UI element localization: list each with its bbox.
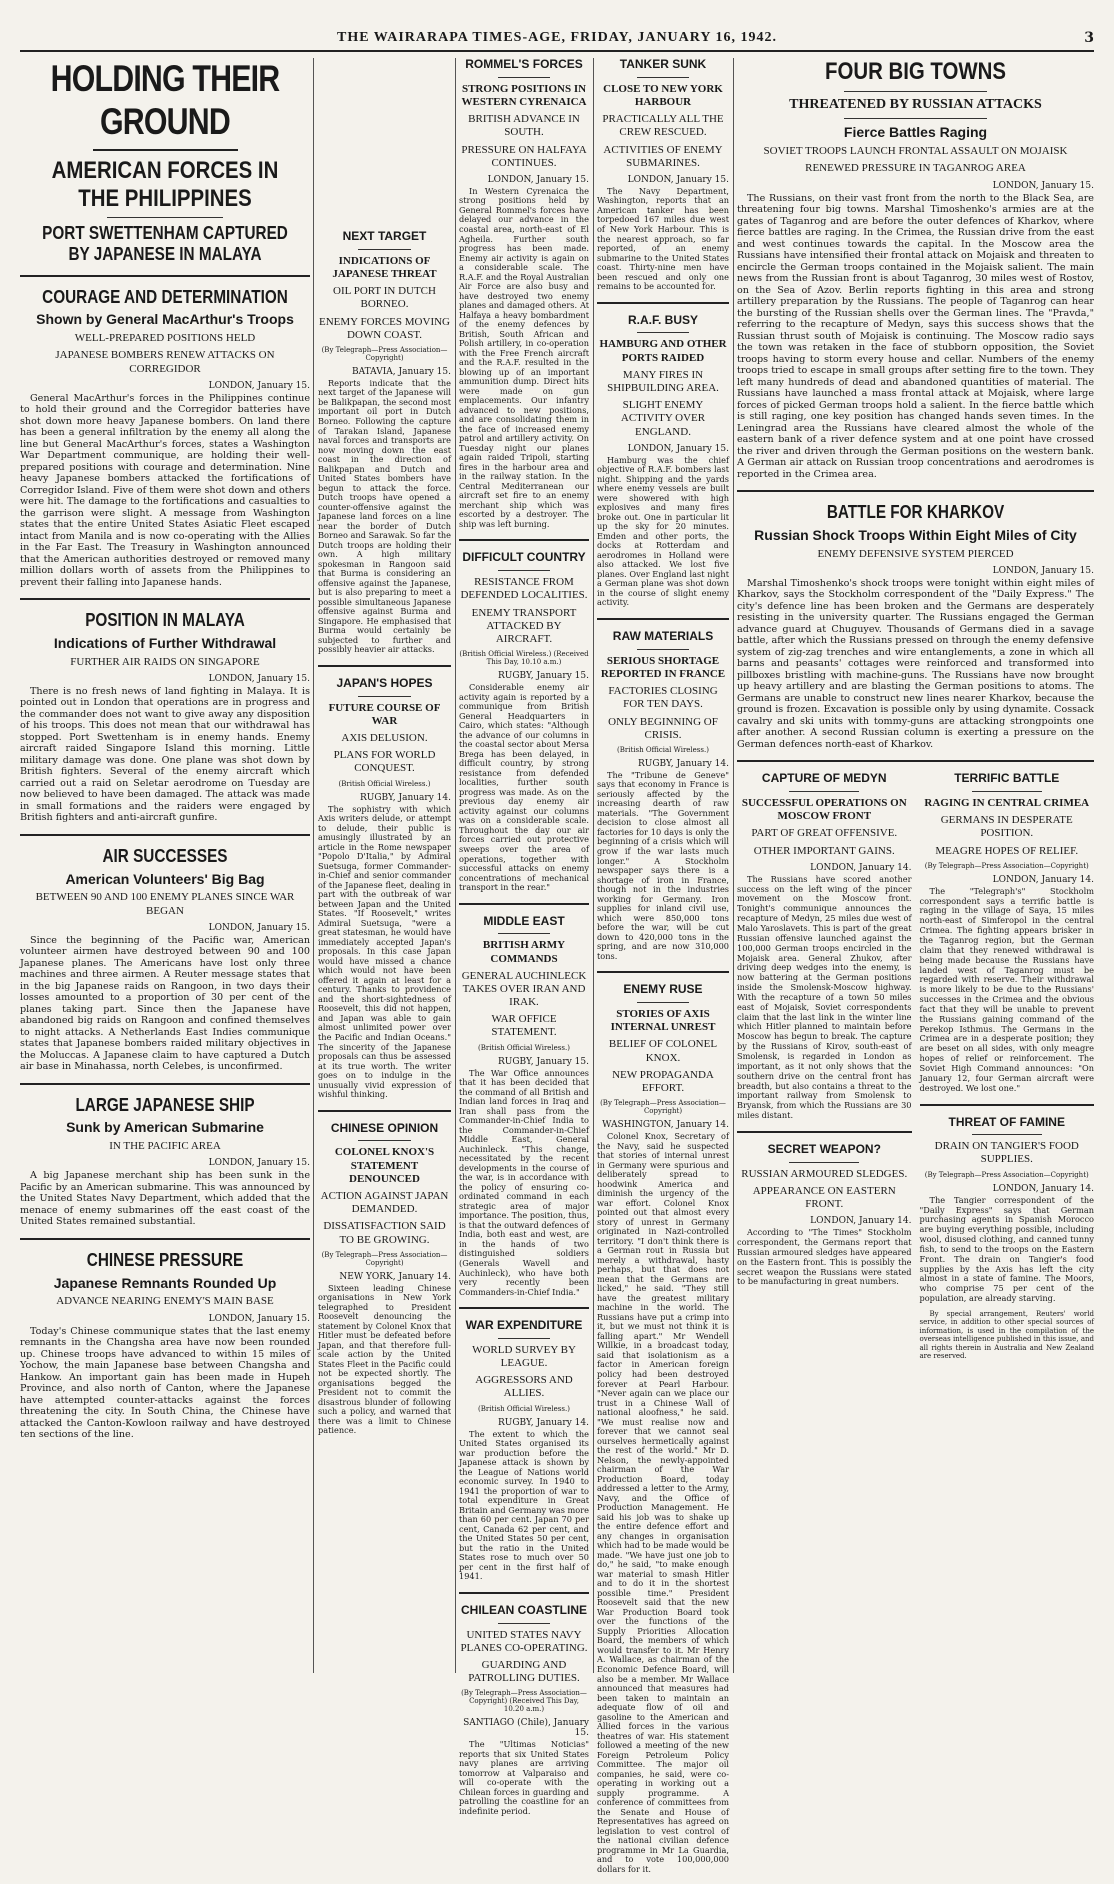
divider [107,217,223,218]
article-body: In Western Cyrenaica the strong positions held by General Rommel's forces have delayed our advance in the coastal area, north-east of El Agheila. Further south progress has been made. Enemy air activity is again on a considerable scale. The R.A.F. and the Royal Australian Air Force are also busy and have destroyed two enemy planes and damaged others. At Halfaya a heavy bombardment of the enemy defences by British, South African and Polish artillery, in co-operation with the Free French aircraft and the R.A.F. resulted in the blowing up of an important ammunition dump. Direct hits were made on gun emplacements. Our infantry advanced to new positions, and are consolidating them in the face of increased enemy patrol and artillery activity. On Tuesday night our planes again raided Tripoli, starting fires in the harbour area and in the railway station. In the Central Mediterranean our aircraft set fire to an enemy merchant ship which was escorted by a destroyer. The ship was left burning. [459,185,589,529]
article-threat-famine [920,1116,1095,1361]
article-chinese-opinion [318,1122,451,1436]
divider [498,933,550,934]
article-courage [20,287,310,589]
article-subhead: AXIS DELUSION. [341,732,428,745]
article-subhead: American Volunteers' Big Bag [65,870,265,887]
divider [637,649,690,650]
article-subhead: RENEWED PRESSURE IN TAGANROG AREA [805,162,1026,175]
divider [459,1592,589,1594]
article-body: The "Tribune de Geneve" says that economy in France is seriously affected by the increasing dearth of raw materials. "The Government decision to close almost all factories for 10 days is only the beginning of a crisis which will grow if the war lasts much longer." A Stockholm newspaper says there is a shortage of iron in France, though not in the industries working for Germany. Iron supplies for inland civil use, which were 850,000 tons before the war, will be cut down to 420,000 tons in the spring, and are now 310,000 tons. [597,769,729,961]
article-subhead: PRESSURE ON HALFAYA CONTINUES. [461,143,587,169]
article-subhead: GUARDING AND PATROLLING DUTIES. [468,1659,580,1685]
article-body: The "Ultimas Noticias" reports that six United States navy planes are arriving tomorrow at Valparaiso and will co-operate with the Chilean forces in guarding and patrolling the coastline for an indefinite period. [459,1739,589,1816]
dateline: LONDON, January 15. [627,174,729,185]
article-subhead: PLANS FOR WORLD CONQUEST. [333,749,436,775]
article-four-big-towns [737,58,1094,480]
divider [972,1134,1042,1135]
divider [20,1083,310,1085]
article-body: Colonel Knox, Secretary of the Navy, said he suspected that stories of internal unrest in Germany were spurious and deliberately spread to hoodwink America and diminish the urgency of the war effort. Colonel Knox pointed out that almost every story of unrest in Germany originated in Nazi-controlled territory. "I don't think there is a German rout in Russia but merely a withdrawal, hasty perhaps, but that does not mean that the Germans are licked," he said. "They still have the greatest military machine in the world. The Russians have put a crimp into it, but we must not think it is falling apart." Mr Wendell Willkie, in a broadcast today, said that isolationism as a factor in American foreign policy had been destroyed forever at Pearl Harbour. "Never again can we place our trust in a Chinese Wall of national aloofness," he said. "We must realise now and forever that we cannot seal ourselves hermetically against the rest of the world." Mr D. Nelson, the newly-appointed chairman of the War Production Board, today addressed a letter to the Army, Navy, and the Office of Production Management. He said his job was to shake up the entire defence effort and any changes in organisation which had to be made would be made. "We have just one job to do," he said, "to make enough war material to smash Hitler and to do it in the shortest possible time." President Roosevelt said that the new War Production Board took over the functions of the Supply Priorities Allocation Board, the members of which would transfer to it. Mr Henry A. Wallace, as chairman of the Economic Defence Board, will also be a member. Mr Wallace announced that measures had been taken to maintain an adequate flow of oil and gasoline to the American and Allied forces in the various theatres of war. His statement followed a meeting of the new Foreign Petroleum Policy Committee. The major oil companies, he said, were co-operating in working out a supply programme. A conference of committees from the Senate and House of Representatives has agreed on legislation to vest control of the national civilian defence programme in Mr La Guardia, and to vote 100,000,000 dollars for it. [597,1131,729,1874]
article-japans-hopes [318,677,451,1100]
column-rule [593,58,594,1673]
column-4 [597,58,729,1884]
article-capture-medyn [737,772,912,1121]
article-subhead: PRACTICALLY ALL THE CREW RESCUED. [602,113,724,139]
article-subhead: PART OF GREAT OFFENSIVE. [751,827,898,840]
article-subhead: Fierce Battles Raging [843,124,988,141]
article-headline: ROMMEL'S FORCES [465,57,583,71]
wire-credit: (British Official Wireless.) [478,1043,570,1052]
article-subhead: GERMANS IN DESPERATE POSITION. [940,814,1073,840]
divider [737,1131,912,1133]
dateline: LONDON, January 15. [208,1313,310,1324]
column-1 [20,58,310,1451]
article-headline: CHINESE PRESSURE [86,1249,244,1270]
article-subhead: WELL-PREPARED POSITIONS HELD [74,332,256,345]
article-body: General MacArthur's forces in the Philippines continue to hold their ground and the Corregidor batteries have shot down more heavy Japanese bombers. On land there has been a general infiltration by the enemy all along the line but General MacArthur's forces, states a Washington War Department communique, are holding their well-prepared positions with courage and determination. Nine heavy Japanese bombers attacked the fortifications of Corregidor Island. Five of them were shot down and others were hit. The damage to the fortifications and casualties to the garrison were slight. A message from Washington states that the entire United States Asiatic Fleet escaped intact from Manila and is now co-operating with the Allies in the Far East. The Treasury in Washington announced that the American authorities destroyed or removed many million dollars worth of assets from the Philippines to prevent their falling into Japanese hands. [20,392,310,588]
wire-credit: (By Telegraph—Press Association—Copyright) [600,1099,726,1116]
article-subhead: FURTHER AIR RAIDS ON SINGAPORE [70,655,260,668]
article-subhead: MEAGRE HOPES OF RELIEF. [935,844,1079,857]
article-subhead: MANY FIRES IN SHIPBUILDING AREA. [607,368,719,394]
article-subhead: BRITISH ADVANCE IN SOUTH. [468,113,580,139]
article-body: The sophistry with which Axis writers delude, or attempt to delude, their public is amusingly illustrated by an article in the Rome newspaper "Popolo D'Italia," by Admiral Suetsuga, former Commander-in-Chief and senior commander of the Japanese fleet, dealing in part with the outbreak of war between Japan and the United States. "If Roosevelt," writes Admiral Suetsuga, "were a great statesman, he would have immediately accepted Japan's proposals. In this case Japan would have missed a chance which would not have been offered it again at least for a century. Thanks to providence and the short-sightedness of Roosevelt, this did not happen, and Japan was able to gain almost unlimited power over the Pacific and Indian Oceans." The sincerity of the Japanese proposals can thus be assessed at its true worth. The writer goes on to indulge in the unusually vivid expression of wishful thinking. [318,803,451,1100]
divider [93,149,238,151]
article-headline: TANKER SUNK [619,57,707,71]
article-subhead: DISSATISFACTION SAID TO BE GROWING. [323,1220,446,1246]
article-subhead: APPEARANCE ON EASTERN FRONT. [752,1184,896,1211]
article-subhead: OTHER IMPORTANT GAINS. [753,844,895,857]
article-headline: WAR EXPENDITURE [465,1318,583,1333]
divider [597,302,729,304]
article-body: The Russians have scored another success on the left wing of the pincer movement on the Moscow front. Tonight's communique announces the recapture of Medyn, 25 miles due west of Malo Yaroslavets. This is part of the great Russian offensive launched against the 100,000 German troops encircled in the Mojaisk area. General Zhukov, after driving deep wedges into the enemy, is now battering at the German positions inside the Smolensk-Moscow highway. With the recapture of a town 50 miles east of Mojaisk, Soviet correspondents claim that the last link in the winter line which Hitler planned to maintain before Moscow has begun to break. The capture by the Russians of Kirov, south-east of Smolensk, is regarded in London as important, as it not only shows that the southern drive on the central front has breadth, but also contains a threat to the important railway from Smolensk to Bryansk, from which the Russians are 30 miles distant. [737,873,912,1121]
dateline: LONDON, January 15. [487,174,589,185]
article-body: The Navy Department, Washington, reports that an American tanker has been torpedoed 167 miles due west of New York Harbour. This is the nearest approach, so far reported, of an enemy submarine to the United States coast. Thirty-nine men have been rescued and only one remains to be accounted for. [597,185,729,292]
divider [459,539,589,541]
article-headline: FOUR BIG TOWNS [825,58,1006,85]
article-body: The Tangier correspondent of the "Daily Express" says that German purchasing agents in Spanish Morocco are buying everything possible, including wool, disused clothing, and canned tunny fish, to send to the troops on the Eastern Front. The drain on Tangier's food supplies by the Axis has left the city almost in a state of famine. The Moors, who comprise 75 per cent of the population, are already starving. [919,1194,1094,1304]
article-headline: CAPTURE OF MEDYN [761,771,887,786]
divider [789,791,859,792]
article-subhead: ACTION AGAINST JAPAN DEMANDED. [320,1189,449,1216]
divider [498,570,550,571]
column-rule [733,58,734,1673]
divider [737,760,1094,762]
article-headline: BATTLE FOR KHARKOV [826,502,1005,523]
article-body: Considerable enemy air activity again is reported by a communique from British General Headquarters in Cairo, which states: "Although the advance of our columns in the coastal sector about Mersa Brega has been delayed, in difficult country, by strong resistance from defended localities, further south progress was made. As on the previous day enemy air activity against our columns was on a considerable scale. Throughout the day our air forces carried out protective sweeps over the area of operations, together with successful attacks on enemy concentrations of mechanical transport in the rear." [459,682,589,893]
article-headline: CHINESE OPINION [330,1120,439,1135]
subcolumn-left [737,772,912,1370]
divider [318,1110,451,1112]
article-battle-kharkov [737,502,1094,750]
column-5 [737,58,1094,1370]
article-chilean-coastline [459,1604,589,1817]
dateline: LONDON, January 15. [208,922,310,933]
article-subhead: HAMBURG AND OTHER PORTS RAIDED [599,338,727,364]
dateline: RUGBY, January 15. [497,1056,589,1067]
two-column-block [737,772,1094,1370]
divider [637,1002,690,1003]
article-body: A big Japanese merchant ship has been sunk in the Pacific by an American submarine. This was announced by the United States Navy Department, which added that the menace of enemy submarines off the east coast of the United States remained substantial. [20,1170,310,1228]
article-headline: POSITION IN MALAYA [85,610,245,631]
dateline: RUGBY, January 14. [497,1417,589,1428]
article-subhead: SERIOUS SHORTAGE REPORTED IN FRANCE [600,654,726,680]
divider [498,1623,550,1624]
column-rule [313,58,314,1673]
dateline: LONDON, January 15. [992,565,1094,576]
masthead-title: THE WAIRARAPA TIMES-AGE, FRIDAY, JANUARY 16, 1942. [336,30,777,45]
dateline: LONDON, January 15. [627,443,729,454]
article-subhead: SOVIET TROOPS LAUNCH FRONTAL ASSAULT ON MOJAISK [763,145,1068,158]
divider [20,275,310,277]
article-subhead: Russian Shock Troops Within Eight Miles of City [754,526,1077,543]
article-subhead: ADVANCE NEARING ENEMY'S MAIN BASE [56,1295,274,1308]
article-subhead: SLIGHT ENEMY ACTIVITY OVER ENGLAND. [620,399,706,438]
article-subhead: STORIES OF AXIS INTERNAL UNREST [610,1007,716,1034]
article-subhead: Shown by General MacArthur's Troops [36,311,294,328]
column-rule [455,58,456,1673]
divider [597,618,729,620]
article-body: Marshal Timoshenko's shock troops were tonight within eight miles of Kharkov, says the Stockholm correspondent of the "Daily Express." The city's defence line has been broken and the Germans are desperately resisting in the university quarter. The Russians engaged the German advance guard at Chuguyev. Thousands of Germans died in a savage battle, after which the Russians pressed on through the enemy defensive system of zig-zag trenches and wire entanglements, a zone in which all barns and peasants' cottages were reinforced and transformed into pillboxes bristling with machine-guns. The Russians have now brought up heavy artillery and are blasting the German positions to atoms. The Germans are unable to construct new lines nearer Kharkov, because the ground is frozen. Excavation is possible only by using dynamite. Cossack cavalry and ski units with tommy-guns are attacking strongpoints one after another. A second Russian column is exerting a pressure on the German defences north-east of Kharkov. [737,577,1094,750]
divider [844,91,987,92]
article-middle-east [459,915,589,1297]
article-headline: RAW MATERIALS [612,628,714,643]
article-subhead: IN THE PACIFIC AREA [109,1140,221,1153]
article-headline: COURAGE AND DETERMINATION [42,286,288,307]
dateline: RUGBY, January 14. [359,792,451,803]
divider [459,903,589,905]
article-headline: DIFFICULT COUNTRY [462,550,586,565]
copyright-note: By special arrangement, Reuters' world service, in addition to other special sources of information, is used in the compilation of the overseas intelligence published in this issue, and all rights therein in Australia and New Zealand are reserved. [919,1309,1094,1360]
dateline: LONDON, January 14. [992,1183,1094,1194]
article-air-successes [20,846,310,1073]
article-subhead: BRITISH ARMY COMMANDS [482,939,566,965]
article-subhead: WORLD SURVEY BY LEAGUE. [472,1343,576,1370]
article-body: Hamburg was the chief objective of R.A.F. bombers last night. Shipping and the yards where enemy vessels are built were showered with high explosives and many fires broke out. One in particular lit up the sky for 20 minutes. Emden and other ports, the docks at Rotterdam and aerodromes in Holland were also attacked. We lost five planes. Over England last night a German plane was shot down in the course of slight enemy activity. [597,454,729,608]
article-subhead: COLONEL KNOX'S STATEMENT DENOUNCED [334,1146,435,1185]
article-tanker-sunk [597,58,729,292]
article-subhead: DRAIN ON TANGIER'S FOOD SUPPLIES. [934,1140,1079,1166]
article-headline: LARGE JAPANESE SHIP [75,1094,255,1115]
article-headline: AIR SUCCESSES [102,845,228,866]
article-chinese-pressure [20,1250,310,1441]
article-subhead: AGGRESSORS AND ALLIES. [475,1374,573,1400]
dateline: NEW YORK, January 14. [339,1271,451,1282]
article-war-expenditure [459,1319,589,1582]
article-terrific-battle [920,772,1095,1093]
wire-credit: (British Official Wireless.) [617,745,709,754]
article-subhead: ACTIVITIES OF ENEMY SUBMARINES. [603,143,723,169]
article-subhead: GENERAL AUCHINLECK TAKES OVER IRAN AND IRAK. [461,969,587,1009]
article-body: Since the beginning of the Pacific war, American volunteer airmen have destroyed between 90 and 100 Japanese planes. The Americans have lost only three machines and three airmen. A Reuter message states that in the big Japanese raids on Rangoon, in two days their losses amounted to a proportion of 30 per cent of the planes taking part. Since then the Japanese have abandoned big raids on Rangoon and confined themselves to night attacks. A Netherlands East Indies communique states that Japanese bombers raided military objectives in the Moluccas. A Japanese claim to have captured a Dutch air base in Minahassa, north Celebes, is unconfirmed. [20,934,310,1073]
dateline: LONDON, January 14. [992,874,1094,885]
headline-deck: AMERICAN FORCES IN THE PHILIPPINES [51,157,279,212]
divider [358,696,411,697]
divider [20,1238,310,1240]
divider [597,971,729,973]
divider [318,665,451,667]
divider [972,791,1042,792]
page-number: 3 [1084,30,1094,46]
article-body: There is no fresh news of land fighting in Malaya. It is pointed out in London that operations are in progress and the commander does not want to give away any disposition of his troops. This does not mean that our withdrawal has stopped. Port Swettenham is in enemy hands. Enemy aircraft raided Singapore Island this morning. Little military damage was done. One plane was shot down by British fighters. Several of the enemy aircraft which carried out a raid on Seletar aerodrome on Tuesday are now believed to have been damaged. The attack was made in small formations and the raiders were engaged by British fighters and anti-aircraft gunfire. [20,685,310,824]
wire-credit: (British Official Wireless.) [478,1404,570,1413]
dateline: SANTIAGO (Chile), January 15. [463,1718,589,1739]
article-subhead: NEW PROPAGANDA EFFORT. [612,1068,714,1094]
article-next-target [318,230,451,655]
article-subhead: OIL PORT IN DUTCH BORNEO. [333,285,436,311]
wire-credit: (By Telegraph—Press Association—Copyright) [924,1170,1089,1179]
article-subhead: INDICATIONS OF JAPANESE THREAT [332,254,437,280]
article-headline: TERRIFIC BATTLE [954,771,1060,786]
wire-credit: (By Telegraph—Press Association—Copyright) [924,861,1089,870]
article-headline: SECRET WEAPON? [767,1141,881,1156]
wire-credit: (By Telegraph—Press Association—Copyright) [321,345,448,362]
article-headline: R.A.F. BUSY [627,312,698,327]
dateline: RUGBY, January 14. [637,758,729,769]
dateline: BATAVIA, January 15. [352,366,451,377]
divider [498,77,550,78]
article-headline: CHILEAN COASTLINE [461,1602,587,1617]
article-subhead: Japanese Remnants Rounded Up [53,1274,277,1291]
article-raw-materials [597,630,729,961]
article-subhead: ENEMY TRANSPORT ATTACKED BY AIRCRAFT. [471,606,577,646]
article-secret-weapon [737,1143,912,1287]
article-headline: THREAT OF FAMINE [948,1114,1065,1129]
article-headline: NEXT TARGET [342,229,427,243]
divider [844,118,987,119]
article-subhead: JAPANESE BOMBERS RENEW ATTACKS ON CORREGIDOR [55,349,275,375]
divider [920,1104,1095,1106]
article-subhead: Sunk by American Submarine [66,1119,264,1136]
divider [459,1307,589,1309]
divider [20,834,310,836]
dateline: WASHINGTON, January 14. [602,1120,729,1131]
article-subhead: THREATENED BY RUSSIAN ATTACKS [789,96,1042,112]
wire-credit: (British Official Wireless.) [338,779,431,788]
article-body: Today's Chinese communique states that the last enemy remnants in the Changsha area have now been rounded up. Chinese troops have advanced to within 15 miles of Yochow, the main Japanese base between Changsha and Hankow. An important gain has been made in Hupeh Province, and also north of Canton, where the Japanese have attempted counter-attacks against the forces threatening the city. In South China, the Chinese have attacked the Canton-Kowloon railway and have destroyed ten sections of the line. [20,1325,310,1441]
article-subhead: ENEMY DEFENSIVE SYSTEM PIERCED [817,547,1014,560]
article-subhead: UNITED STATES NAVY PLANES CO-OPERATING. [460,1628,588,1654]
article-subhead: ENEMY FORCES MOVING DOWN COAST. [319,315,450,341]
divider [358,249,411,250]
article-body: According to "The Times" Stockholm correspondent, the Germans report that Russian armoured sledges have appeared on the Eastern front. This is possibly the secret weapon the Russians were stated to be manufacturing in great numbers. [737,1227,912,1287]
divider [637,332,690,333]
article-body: The "Telegraph's" Stockholm correspondent says a terrific battle is raging in the village of Saya, 15 miles north-east of Simferopol in the central Crimea. The fighting appears brisker in the Taganrog region, but the German claim that they renewed withdrawal is being made because the Russians have landed west of Taganrog must be regarded with reserve. Their withdrawal is more likely to be due to the Russians' successes in the Crimea and the obvious fact that they will be unable to prevent the Russians gaining command of the Perekop Isthmus. The Germans in the Crimea are in a desperate position; they are beset on all sides, with only meagre hopes of relief or reinforcement. The Soviet High Command announces: "On January 12, four German aircraft were destroyed. We lost one." [919,885,1094,1093]
article-enemy-ruse [597,983,729,1874]
headline-deck: PORT SWETTENHAM CAPTURED BY JAPANESE IN MALAYA [42,223,288,264]
main-headline: HOLDING THEIR GROUND [50,58,280,142]
wire-credit: (By Telegraph—Press Association—Copyright) [321,1250,448,1267]
article-subhead: BELIEF OF COLONEL KNOX. [608,1038,718,1064]
divider [737,490,1094,492]
article-subhead: FUTURE COURSE OF WAR [328,701,441,727]
article-subhead: SUCCESSFUL OPERATIONS ON MOSCOW FRONT [741,797,907,823]
article-subhead: CLOSE TO NEW YORK HARBOUR [603,82,723,108]
column-2 [318,230,451,1446]
dateline: LONDON, January 15. [208,1158,310,1169]
article-body: The extent to which the United States organised its war production before the Japanese attack is shown by the League of Nations world economic survey. In 1940 to 1941 the proportion of war to total expenditure in Great Britain and Germany was more than 60 per cent. Japan 70 per cent, Canada 62 per cent, and the United States 50 per cent, but the ratio in the United States rose to much over 50 per cent in the first half of 1941. [459,1428,589,1582]
article-subhead: WAR OFFICE STATEMENT. [491,1013,557,1039]
divider [637,77,690,78]
divider [20,598,310,600]
article-rommels-forces [459,58,589,529]
dateline: RUGBY, January 15. [497,671,589,682]
article-subhead: RAGING IN CENTRAL CRIMEA [924,797,1090,810]
divider [789,1162,859,1163]
wire-credit: (British Official Wireless.) (Received This Day, 10.10 a.m.) [459,650,589,667]
dateline: LONDON, January 14. [810,1216,912,1227]
article-headline: ENEMY RUSE [623,982,703,997]
dateline: LONDON, January 15. [208,673,310,684]
article-raf-busy [597,314,729,608]
article-body: The War Office announces that it has been decided that the command of all British and Indian land forces in Iraq and Iran shall pass from the Commander-in-Chief India to the Commander-in-Chief Middle East, General Auchinleck. "This change, necessitated by the recent developments in the course of the war, is in accordance with the policy of ensuring co-ordinated command in each strategic area of major importance. The position, thus, is that the outward defences of India, both east and west, are in the hands of two distinguished soldiers (Generals Wavell and Auchinleck), who have both very recently been Commanders-in-Chief India." [459,1067,589,1297]
subcolumn-right [920,772,1095,1370]
article-body: Reports indicate that the next target of the Japanese will be Balikpapan, the second most important oil port in Dutch Borneo. Following the capture of Tarakan Island, Japanese naval forces and transports are now moving down the east coast in the direction of Balikpapan and Dutch and United States bombers have begun to attack the force. Dutch troops have opened a counter-offensive against the Japanese land forces on a line near the border of Dutch Borneo and Sarawak. So far the Dutch troops are holding their own. A high military spokesman in Rangoon said that Burma is considering an offensive against the Japanese, but is also preparing to meet a possible simultaneous Japanese offensive against Burma and Singapore. He emphasised that Burma would certainly be subjected to further and possibly heavier air attacks. [318,377,451,655]
article-subhead: BETWEEN 90 AND 100 ENEMY PLANES SINCE WAR BEGAN [35,891,295,917]
article-malaya [20,610,310,824]
divider [498,1338,550,1339]
article-subhead: ONLY BEGINNING OF CRISIS. [608,715,718,741]
article-headline: JAPAN'S HOPES [336,675,433,690]
dateline: LONDON, January 15. [208,380,310,391]
article-holding-ground [20,58,310,265]
article-body: The Russians, on their vast front from the north to the Black Sea, are threatening four big towns. Marshal Timoshenko's armies are at the gates of Taganrog and are before the outer defences of Kharkov, where fierce battles are raging. In the Crimea, the Russian drive from the east and west continues towards the capital. In the Moscow area the Russians have intensified their frontal attack on Mojaisk and threaten to encircle the German troops contained in the Mojaisk salient. The main news from the Russian front is about Taganrog, 30 miles west of Rostov, on the Sea of Azov. Berlin reports fighting in this area and strong artillery preparation by the Russians. The people of Taganrog can hear the bursting of the Russian shells over the German lines. The "Pravda," referring to the recapture of Medyn, says this success shows that the Russian thrust south of Mojaisk is continuing. The Moscow radio says the town was retaken in the face of stubborn opposition, the Soviet troops having to storm every house and cellar. Numbers of the enemy troops tried to escape in small groups after setting fire to the town. They left many hundreds of dead and abandoned quantities of material. The Russians have launched a mass frontal attack at Mojaisk, where large forces of picked German troops hold a salient. In the fierce battle which is still raging, one key position has changed hands seven times. In the Leningrad area the Russians have cleared almost the whole of the eastern bank of a river defence system and at one point have crossed the river and driven through the German positions on the western bank. A German air attack on Russian troop concentrations and aerodromes is reported in the Crimea area. [737,192,1094,480]
article-subhead: RUSSIAN ARMOURED SLEDGES. [741,1167,908,1180]
divider [358,1140,411,1141]
article-subhead: FACTORIES CLOSING FOR TEN DAYS. [608,685,718,711]
article-body: Sixteen leading Chinese organisations in New York telegraphed to President Roosevelt denouncing the statement by Colonel Knox that Hitler must be defeated before Japan, and that therefore full-scale action by the United States Fleet in the Pacific could not be expected shortly. The organisations begged the President not to commit the disastrous blunder of following such a policy, and warned that there was a limit to Chinese patience. [318,1282,451,1436]
article-difficult-country [459,551,589,892]
article-subhead: RESISTANCE FROM DEFENDED LOCALITIES. [460,576,588,602]
dateline: LONDON, January 15. [992,180,1094,191]
article-subhead: Indications of Further Withdrawal [53,634,277,651]
article-subhead: STRONG POSITIONS IN WESTERN CYRENAICA [461,82,587,108]
article-headline: MIDDLE EAST [483,913,565,928]
wire-credit: (By Telegraph—Press Association—Copyright) (Received This Day, 10.20 a.m.) [461,1689,587,1714]
masthead [20,30,1094,52]
dateline: LONDON, January 14. [810,862,912,873]
article-japanese-ship [20,1095,310,1228]
column-3 [459,58,589,1827]
